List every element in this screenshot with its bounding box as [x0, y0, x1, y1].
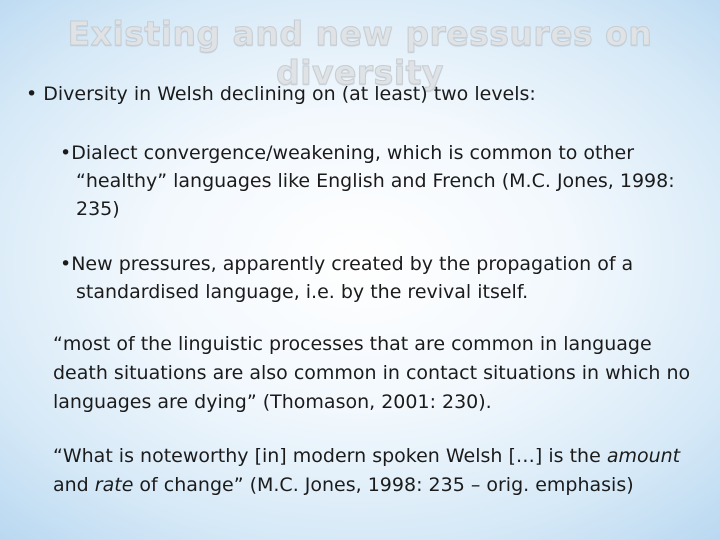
quote-text: of change” (M.C. Jones, 1998: 235 – orig. emphasis) [133, 474, 634, 496]
sub-bullet [60, 139, 686, 223]
slide-title: Existing and new pressures on diversity [67, 14, 653, 92]
main-bullet [26, 82, 706, 107]
sub-bullet-text: Dialect convergence/weakening, which is common to other “healthy” languages like English and French (M.C. Jones, 1998: 235) [71, 142, 675, 220]
quote-text: “What is noteworthy [in] modern spoken Welsh […] is the [53, 445, 607, 467]
emphasis-amount: amount [606, 445, 681, 467]
bullet-dot-icon: • [60, 142, 72, 164]
sub-bullet-text: New pressures, apparently created by the propagation of a standardised language, i.e. by the revival itself. [71, 253, 634, 303]
sub-bullet [60, 250, 686, 306]
bullet-dot-icon: • [60, 253, 72, 275]
quote-thomason: “most of the linguistic processes that are common in language death situations are also common in contact situations in which no languages are dying” (Thomason, 2001: 230). [53, 333, 691, 413]
quote-text: and [53, 474, 95, 496]
main-bullet-text: Diversity in Welsh declining on (at least) two levels: [43, 83, 536, 105]
emphasis-rate: rate [94, 474, 134, 496]
quote-jones [53, 442, 703, 500]
bullet-dot-icon: • [26, 83, 38, 105]
